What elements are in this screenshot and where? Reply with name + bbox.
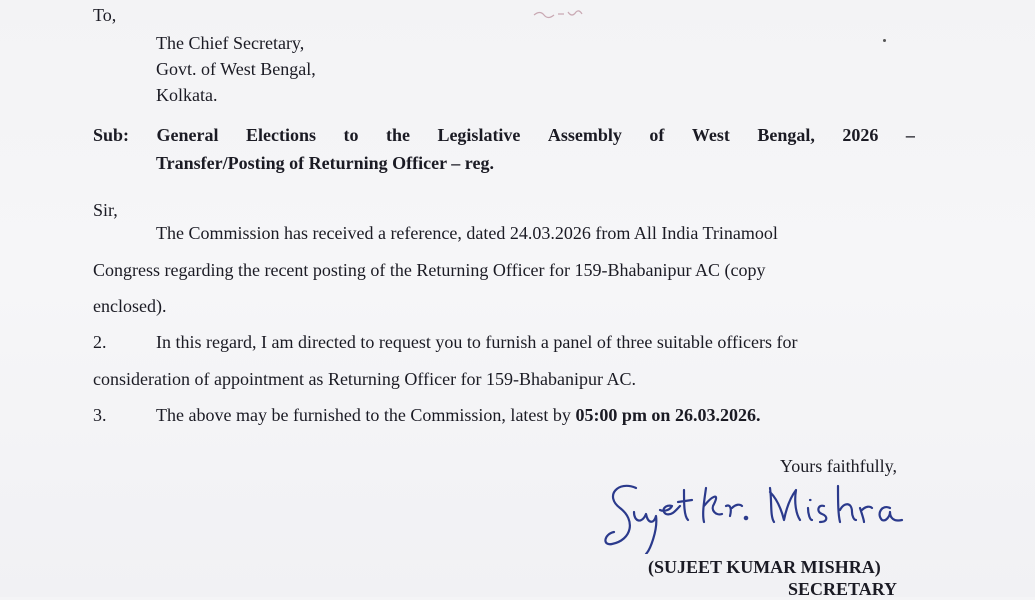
para1-line-3: enclosed). [93,296,167,316]
recipient-line-1: The Chief Secretary, [156,33,305,53]
subject-line-1 [93,124,915,146]
to-label: To, [93,5,117,25]
greeting: Sir, [93,200,118,220]
subject-word: Assembly [547,125,622,145]
speck-mark [883,39,886,42]
subject-word: 2026 [842,125,879,145]
recipient-line-2: Govt. of West Bengal, [156,59,316,79]
subject-word: of [649,125,665,145]
para3-line [156,404,760,426]
signatory-name: (SUJEET KUMAR MISHRA) [648,557,881,577]
para2-line-2: consideration of appointment as Returning Officer for 159-Bhabanipur AC. [93,369,637,389]
subject-word: Legislative [437,125,521,145]
para2-number: 2. [93,332,107,352]
para3-text: The above may be furnished to the Commission, latest by [156,405,576,425]
faint-stamp-mark [530,6,590,22]
para3-number: 3. [93,405,107,425]
subject-word: West [691,125,730,145]
para3-deadline: 05:00 pm on 26.03.2026. [575,405,761,425]
subject-prefix: Sub: [93,125,130,145]
subject-word: General [156,125,219,145]
signature-image [598,474,918,554]
closing: Yours faithfully, [780,456,898,476]
para1-line-1: The Commission has received a reference, dated 24.03.2026 from All India Trinamool [156,223,778,243]
recipient-line-3: Kolkata. [156,85,218,105]
subject-word: – [905,125,915,145]
subject-word: the [385,125,410,145]
signatory-title: SECRETARY [788,579,898,599]
para2-line-1: In this regard, I am directed to request you to furnish a panel of three suitable officers for [156,332,798,352]
subject-word: Bengal, [757,125,815,145]
para1-line-2: Congress regarding the recent posting of the Returning Officer for 159-Bhabanipur AC (copy [93,260,766,280]
subject-word: to [343,125,359,145]
subject-word: Elections [245,125,316,145]
subject-line-2: Transfer/Posting of Returning Officer – reg. [156,153,494,173]
